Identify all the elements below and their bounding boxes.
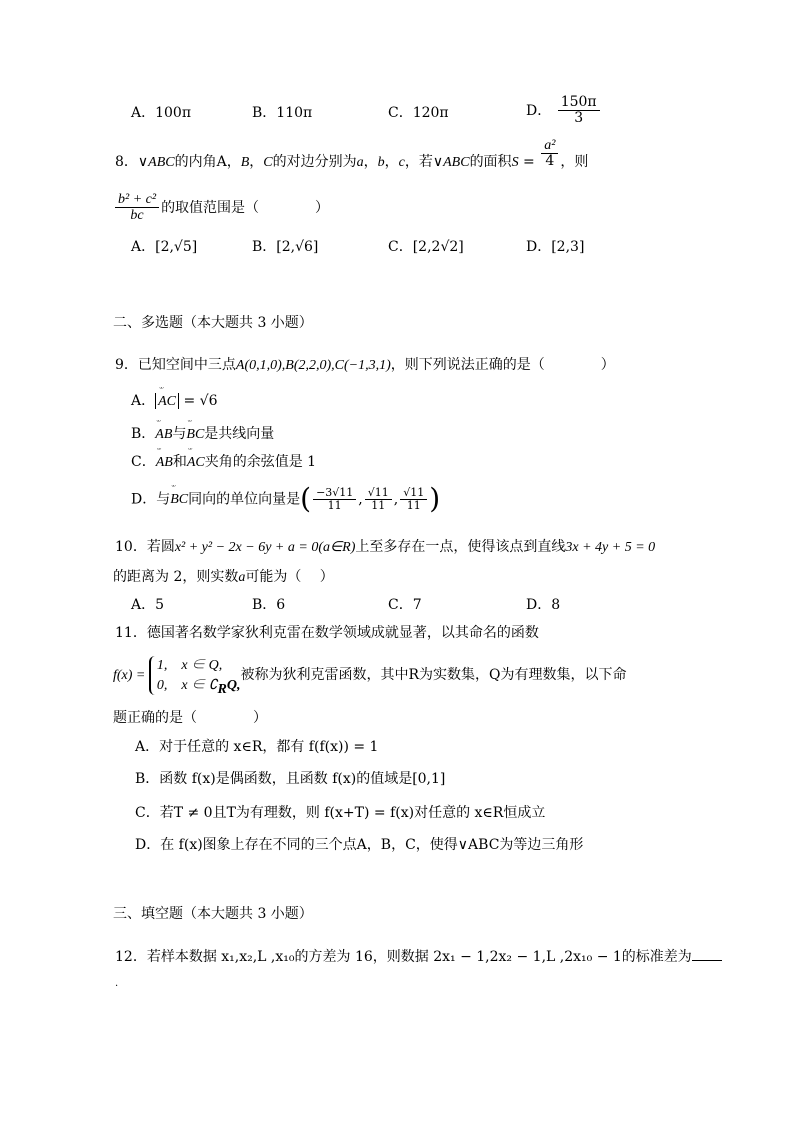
q9-d-frac2-num: √11	[365, 487, 392, 500]
q10-option-c: C．7	[388, 597, 422, 613]
q9-stem	[115, 358, 615, 373]
q9-d-frac3	[400, 487, 427, 512]
q9-d-label: D．与	[131, 491, 171, 508]
q12-stem	[115, 948, 722, 965]
q9-d-frac2-den: 11	[371, 498, 386, 512]
q9-d-frac1	[313, 487, 356, 512]
q9-vector-bc: ᵕᵕ BC	[186, 427, 204, 442]
q11-case2-end: Q,	[226, 677, 241, 693]
q10-text: 可能为（ ）	[245, 569, 334, 585]
q8-angle-b: B	[240, 154, 250, 170]
q9-d-frac2	[365, 487, 392, 512]
q7-d-denominator: 3	[574, 110, 584, 127]
q11-piecewise	[149, 656, 241, 695]
q11-case2	[157, 676, 241, 696]
q9-d-frac1-num: −3√11	[313, 487, 356, 500]
q8-ratio-denominator: bc	[130, 208, 144, 224]
q10-line-equation: 3x + 4y + 5 = 0	[565, 540, 656, 555]
q9-option-b	[131, 427, 274, 442]
q8-ratio-numerator: b² + c²	[115, 192, 159, 208]
q8-triangle: ABC	[148, 154, 175, 170]
q9-b-text: 是共线向量	[204, 426, 275, 442]
q11-option-d: D．在 f(x)图象上存在不同的三个点A，B，C，使得∨ABC为等边三角形	[135, 837, 584, 853]
q7-option-d-label: D．	[526, 102, 552, 119]
q11-case2-text: 0, x ∈ ∁	[156, 677, 218, 693]
q9-vector-bc: ᵕᵕ BC	[170, 492, 188, 507]
q11-stem-line2	[113, 656, 627, 695]
q8-number: 8．∨	[115, 153, 149, 170]
q9-vector-ab: ᵕᵕ AB	[156, 455, 173, 470]
q8-option-c: C．[2,2√2]	[388, 239, 464, 255]
q9-option-a	[131, 394, 217, 409]
q9-vector-ac: ᵕᵕ AC	[187, 455, 205, 470]
q11-case2-sub: R	[217, 681, 227, 697]
q10-text: 的距离为 2，则实数	[113, 569, 239, 585]
q9-text: 9．已知空间中三点	[115, 357, 236, 373]
q9-vector-ac: ᵕᵕ AC	[158, 394, 176, 409]
q9-d-frac3-num: √11	[400, 487, 427, 500]
q12-trailing-dot: .	[115, 978, 119, 989]
q8-text: ，若∨	[404, 153, 444, 170]
q9-d-paren-open: (	[300, 482, 312, 515]
q11-stem-line3: 题正确的是（ ）	[113, 710, 267, 726]
q9-d-frac3-den: 11	[406, 498, 421, 512]
q10-variable-a: a	[238, 570, 246, 585]
q10-option-b: B．6	[252, 597, 286, 613]
q8-area-denominator: 4	[545, 153, 555, 170]
q7-option-c: C．120π	[388, 105, 449, 121]
q10-circle-equation: x² + y² − 2x − 6y + a = 0(a∈R)	[174, 540, 356, 555]
q8-option-d: D．[2,3]	[526, 239, 585, 255]
q10-option-a: A．5	[131, 597, 165, 613]
q8-ratio-fraction	[115, 192, 159, 224]
q8-text: 的面积	[469, 153, 512, 170]
q8-sep: ，	[363, 153, 378, 170]
q9-a-rest: = √6	[179, 393, 218, 409]
q8-sep: ，	[249, 153, 264, 170]
q12-text: 12．若样本数据 x₁,x₂,L ,x₁₀的方差为 16，则数据 2x₁ − 1,2x₂ − 1,L ,2x₁₀ − 1的标准差为	[115, 949, 692, 965]
q8-side-c: c	[398, 154, 405, 170]
q8-option-a: A．[2,√5]	[131, 239, 198, 255]
q10-text: 上至多存在一点，使得该点到直线	[355, 539, 566, 555]
q10-option-d: D．8	[526, 597, 561, 613]
q9-points: A(0,1,0),B(2,2,0),C(−1,3,1)	[235, 358, 391, 373]
q9-c-label: C．	[131, 454, 156, 470]
q8-stem	[115, 138, 589, 178]
q9-a-label: A．	[131, 393, 156, 409]
q9-option-c	[131, 455, 316, 470]
q8-stem-line2	[113, 192, 329, 224]
q8-option-b: B．[2,√6]	[252, 239, 319, 255]
q9-option-d: D．与ᵕᵕ BC同向的单位向量是( $\frac{-3√11}{11}$ , $\frac{√11}{11}$ , $\frac{√11}{11}$ )	[131, 484, 440, 515]
q11-option-a: A．对于任意的 x∈R，都有 f(f(x)) = 1	[135, 739, 379, 755]
q11-function: f(x) =	[113, 667, 149, 683]
q8-area-fraction	[541, 138, 558, 170]
q7-option-d-fraction	[558, 95, 600, 127]
q10-stem-line2	[113, 570, 334, 585]
q11-option-b: B．函数 f(x)是偶函数，且函数 f(x)的值域是[0,1]	[135, 771, 446, 787]
q9-d-frac1-den: 11	[327, 498, 342, 512]
q12-answer-blank[interactable]	[692, 948, 722, 961]
q10-stem	[115, 540, 655, 555]
q7-option-d	[526, 95, 602, 127]
q8-text: 的取值范围是（ ）	[161, 199, 330, 216]
q9-vector-ab: ᵕᵕ AB	[155, 427, 172, 442]
q8-side-a: a	[356, 154, 364, 170]
q9-text: ，则下列说法正确的是（ ）	[390, 357, 615, 373]
q8-equals: =	[518, 153, 540, 170]
q8-text: 的内角A，	[174, 153, 241, 170]
section-heading-multiple-choice: 二、多选题（本大题共 3 小题）	[113, 315, 313, 331]
q7-option-a: A．100π	[131, 105, 192, 121]
q8-angle-c: C	[263, 154, 273, 170]
q10-text: 10．若圆	[115, 539, 175, 555]
q11-text: 被称为狄利克雷函数，其中R为实数集，Q为有理数集，以下命	[240, 666, 627, 683]
q8-sep: ，	[384, 153, 399, 170]
q11-stem-line1: 11．德国著名数学家狄利克雷在数学领域成就显著，以其命名的函数	[115, 625, 539, 641]
q7-d-numerator: 150π	[558, 95, 600, 111]
section-heading-fill-in: 三、填空题（本大题共 3 小题）	[113, 906, 313, 922]
q8-area-numerator: a²	[541, 138, 558, 154]
q9-d-paren-close: )	[429, 482, 441, 515]
q9-c-text: 和	[172, 454, 187, 470]
q9-b-text: 与	[172, 426, 187, 442]
q7-option-b: B．110π	[252, 105, 313, 121]
q8-text: 的对边分别为	[272, 153, 357, 170]
q8-side-b: b	[377, 154, 385, 170]
q11-case1: 1, x ∈ Q,	[156, 658, 223, 673]
q8-triangle: ABC	[443, 154, 470, 170]
q11-option-c: C．若T ≠ 0且T为有理数，则 f(x+T) = f(x)对任意的 x∈R恒成立	[135, 805, 546, 821]
q9-b-label: B．	[131, 426, 156, 442]
q8-text: ，则	[560, 153, 589, 170]
q8-area-symbol: S	[511, 154, 519, 170]
q9-d-text: 同向的单位向量是	[188, 491, 301, 508]
q9-c-text: 夹角的余弦值是 1	[204, 454, 317, 470]
